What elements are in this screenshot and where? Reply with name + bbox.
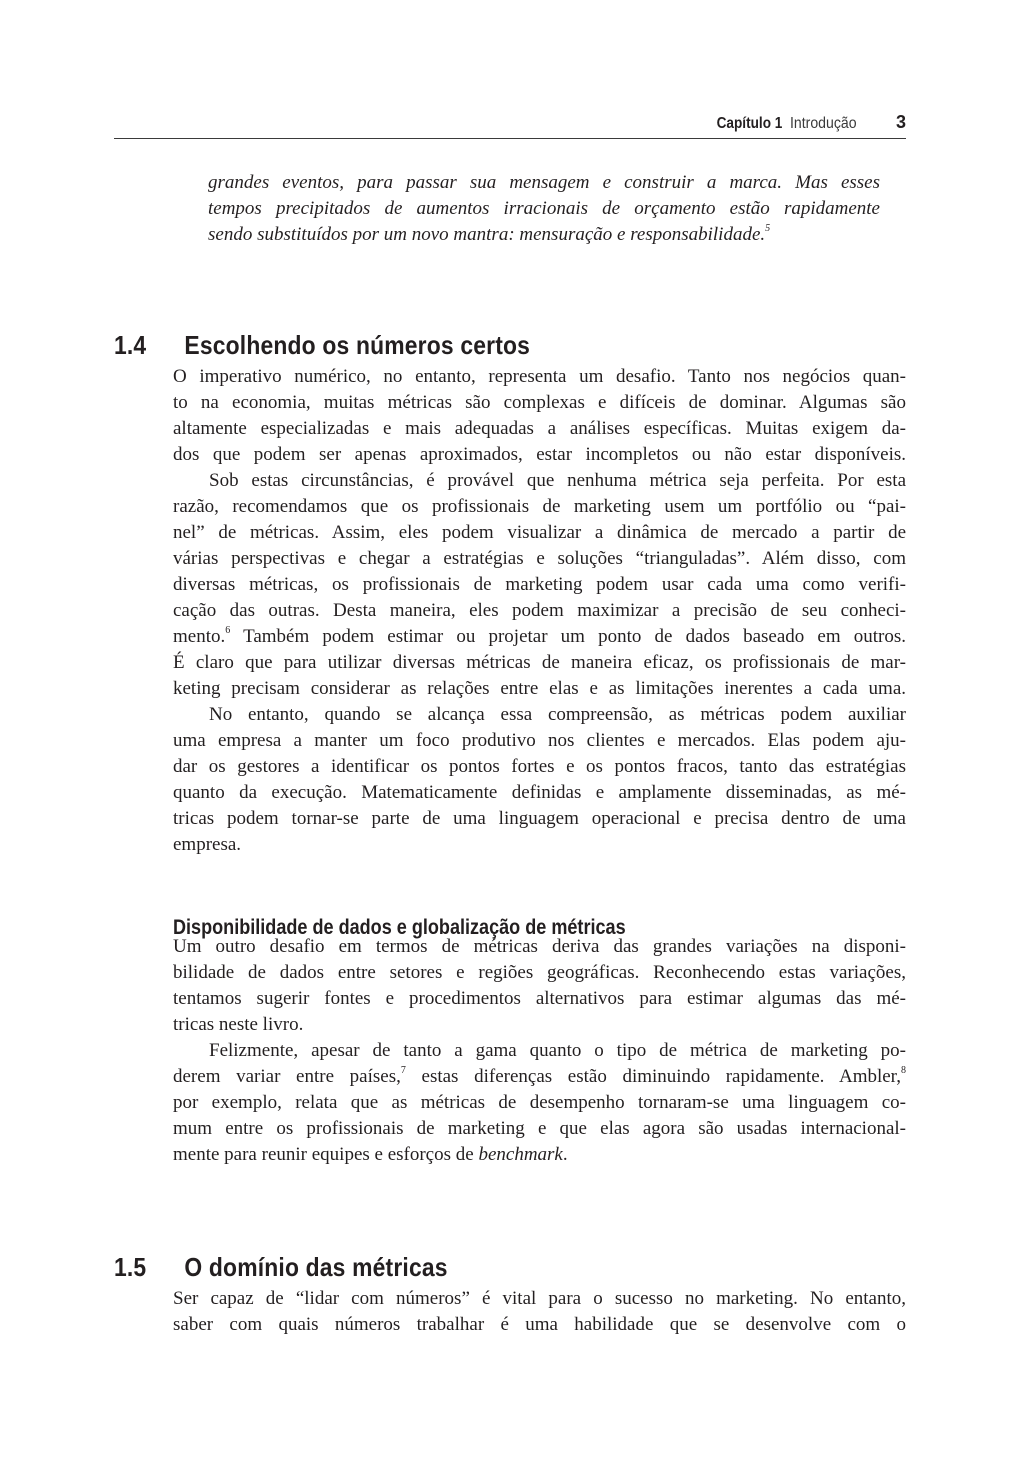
quote-line: grandes eventos, para passar sua mensagem e construir a marca. Mas esses xyxy=(208,172,880,193)
text-line: É claro que para utilizar diversas métricas de maneira eficaz, os profissionais de mar- xyxy=(173,652,906,673)
section-title: O domínio das métricas xyxy=(184,1251,448,1282)
text-line: No entanto, quando se alcança essa compreensão, as métricas podem auxiliar xyxy=(209,704,906,725)
paragraph xyxy=(173,364,906,468)
text-line: tricas podem tornar-se parte de uma linguagem operacional e precisa dentro de uma xyxy=(173,808,906,829)
paragraph xyxy=(173,702,906,858)
text-line: Ser capaz de “lidar com números” é vital para o sucesso no marketing. No entanto, xyxy=(173,1288,906,1309)
text-fragment: derem variar entre países, xyxy=(173,1066,401,1087)
text-fragment: mento. xyxy=(173,626,226,647)
running-head-content xyxy=(705,112,906,133)
subsection-body xyxy=(173,934,906,1168)
text-fragment: estas diferenças estão diminuindo rapidamente. Ambler, xyxy=(421,1066,902,1087)
text-line: nel” de métricas. Assim, eles podem visualizar a dinâmica de mercado a partir de xyxy=(173,522,906,543)
italic-quote-block xyxy=(208,170,880,248)
running-head xyxy=(114,110,906,139)
text-line: bilidade de dados entre setores e regiões geográficas. Reconhecendo estas variações, xyxy=(173,962,906,983)
quote-line: tempos precipitados de aumentos irracionais de orçamento estão rapidamente xyxy=(208,198,880,219)
subsection-heading: Disponibilidade de dados e globalização de métricas xyxy=(173,916,626,939)
text-line: empresa. xyxy=(173,834,242,855)
text-line: quanto da execução. Matematicamente definidas e amplamente disseminadas, as mé- xyxy=(173,782,906,803)
footnote-ref: 5 xyxy=(765,223,771,234)
emphasized-term: benchmark xyxy=(478,1144,563,1165)
section-number: 1.5 xyxy=(114,1251,147,1282)
text-line xyxy=(173,1142,906,1168)
text-line: O imperativo numérico, no entanto, representa um desafio. Tanto nos negócios quan- xyxy=(173,366,906,387)
text-line xyxy=(173,624,906,650)
section-heading-1-4 xyxy=(114,330,530,361)
chapter-label: Capítulo 1 xyxy=(716,115,783,132)
text-line: tricas neste livro. xyxy=(173,1014,304,1035)
paragraph xyxy=(173,468,906,702)
footnote-ref: 7 xyxy=(400,1065,406,1076)
text-line: dar os gestores a identificar os pontos fortes e os pontos fracos, tanto das estratégias xyxy=(173,756,906,777)
quote-line xyxy=(208,222,880,248)
section-1-4-body xyxy=(173,364,906,858)
text-fragment: . xyxy=(562,1144,568,1165)
text-line: várias perspectivas e chegar a estratégias e soluções “trianguladas”. Além disso, com xyxy=(173,548,906,569)
text-line: diversas métricas, os profissionais de marketing podem usar cada uma como verifi- xyxy=(173,574,906,595)
text-line: dos que podem ser apenas aproximados, estar incompletos ou não estar disponíveis. xyxy=(173,444,906,465)
footnote-ref: 8 xyxy=(901,1065,907,1076)
text-line: altamente especializadas e mais adequadas a análises específicas. Muitas exigem da- xyxy=(173,418,906,439)
text-line xyxy=(173,1064,906,1090)
text-line: to na economia, muitas métricas são complexas e difíceis de dominar. Algumas são xyxy=(173,392,906,413)
text-line: por exemplo, relata que as métricas de desempenho tornaram-se uma linguagem co- xyxy=(173,1092,906,1113)
text-line: keting precisam considerar as relações entre elas e as limitações inerentes a cada uma. xyxy=(173,678,906,699)
section-heading-1-5 xyxy=(114,1252,448,1283)
paragraph xyxy=(173,1286,906,1338)
text-fragment: mente para reunir equipes e esforços de xyxy=(173,1144,474,1165)
page-number: 3 xyxy=(895,112,906,132)
text-fragment: Também podem estimar ou projetar um ponto de dados baseado em outros. xyxy=(243,626,906,647)
footnote-ref: 6 xyxy=(225,625,231,636)
paragraph xyxy=(173,1038,906,1168)
section-number: 1.4 xyxy=(114,329,147,360)
paragraph xyxy=(173,934,906,1038)
text-line: cação das outras. Desta maneira, eles podem maximizar a precisão de seu conheci- xyxy=(173,600,906,621)
section-title: Escolhendo os números certos xyxy=(184,329,531,360)
text-line: razão, recomendamos que os profissionais de marketing usem um portfólio ou “pai- xyxy=(173,496,906,517)
section-1-5-body xyxy=(173,1286,906,1338)
text-line: mum entre os profissionais de marketing e que elas agora são usadas internacional- xyxy=(173,1118,906,1139)
text-line: tentamos sugerir fontes e procedimentos alternativos para estimar algumas das mé- xyxy=(173,988,906,1009)
text-line: uma empresa a manter um foco produtivo nos clientes e mercados. Elas podem aju- xyxy=(173,730,906,751)
text-line: Sob estas circunstâncias, é provável que nenhuma métrica seja perfeita. Por esta xyxy=(209,470,906,491)
chapter-title: Introdução xyxy=(790,115,857,132)
text-line: saber com quais números trabalhar é uma habilidade que se desenvolve com o xyxy=(173,1314,906,1335)
quote-line-text: sendo substituídos por um novo mantra: mensuração e responsabilidade. xyxy=(208,224,766,245)
text-line: Felizmente, apesar de tanto a gama quanto o tipo de métrica de marketing po- xyxy=(209,1040,906,1061)
text-line: Um outro desafio em termos de métricas deriva das grandes variações na disponi- xyxy=(173,936,906,957)
